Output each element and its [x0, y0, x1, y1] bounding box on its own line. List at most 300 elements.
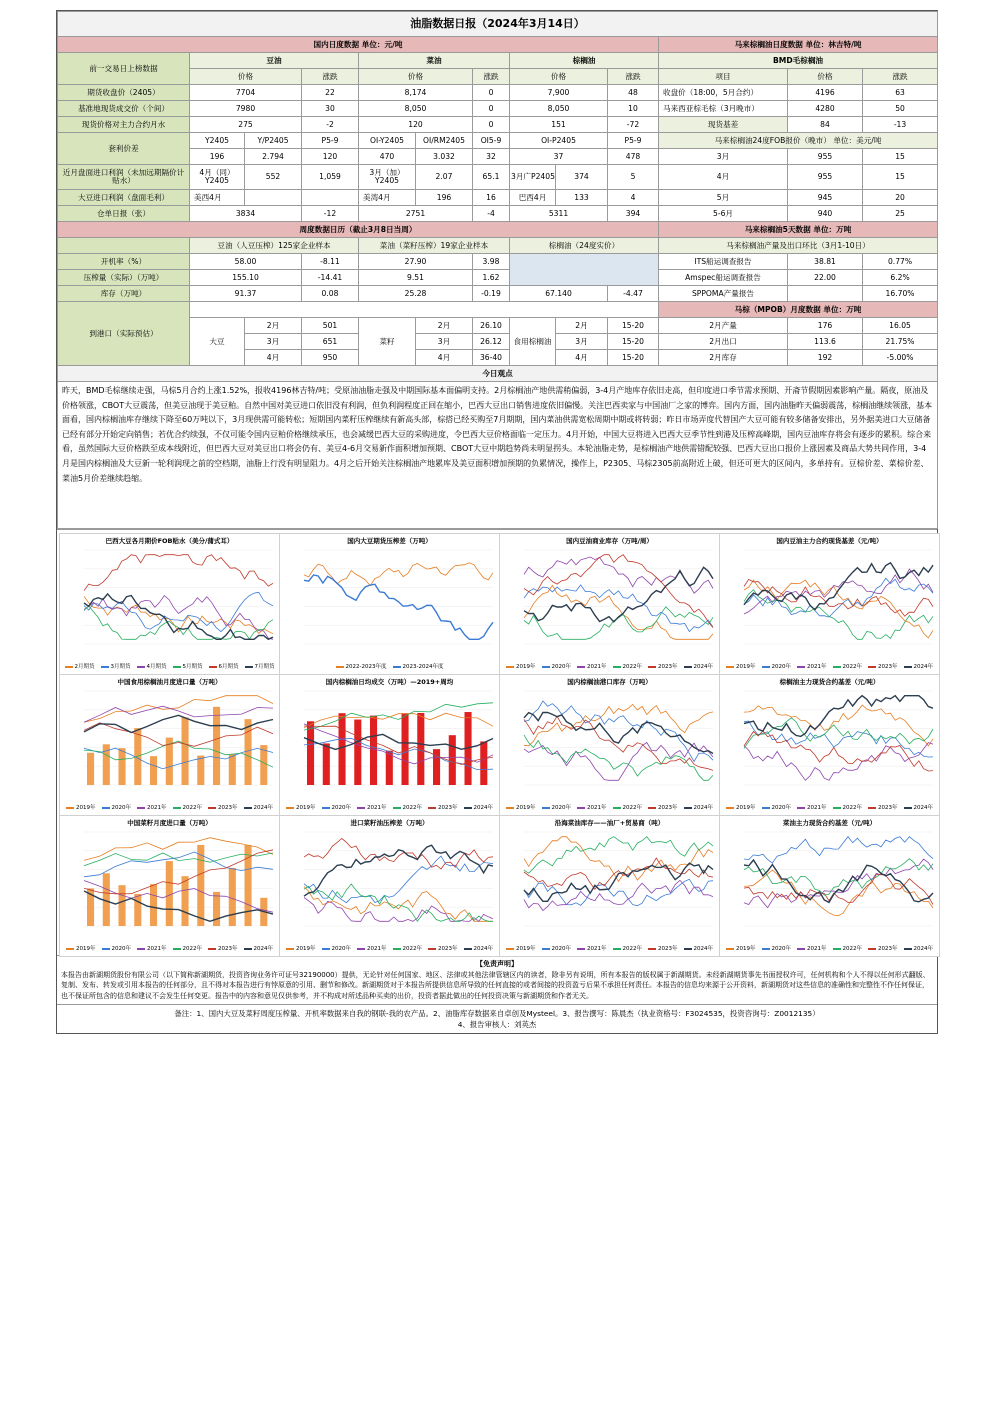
cell: 2.07	[416, 165, 473, 190]
cell: 4	[608, 190, 659, 206]
cell: 1.62	[473, 270, 510, 286]
legend-label: 2019年	[296, 946, 316, 952]
cell: 2.794	[245, 149, 302, 165]
legend-swatch	[833, 666, 841, 668]
legend-swatch	[208, 948, 216, 950]
legend-item	[173, 663, 203, 671]
legend-item	[137, 945, 167, 953]
legend-label: 2024年	[913, 664, 933, 670]
cell: 955	[788, 165, 863, 190]
legend-swatch	[244, 948, 252, 950]
legend-item	[577, 804, 607, 812]
legend-swatch	[648, 666, 656, 668]
row-label: 仓单日报（张）	[58, 206, 190, 222]
chart-legend	[284, 945, 495, 953]
cell: 15-20	[608, 334, 659, 350]
legend-label: 2019年	[516, 664, 536, 670]
cell: 552	[245, 165, 302, 190]
view-title: 今日观点	[58, 366, 938, 382]
chart-bar	[87, 753, 94, 785]
cell: 940	[788, 206, 863, 222]
cell: 470	[359, 149, 416, 165]
legend-swatch	[506, 666, 514, 668]
legend-label: 2019年	[516, 946, 536, 952]
legend-label: 5月期货	[182, 664, 203, 670]
legend-label: 2019年	[736, 664, 756, 670]
legend-label: 2020年	[331, 946, 351, 952]
cell: 2月库存	[659, 350, 788, 366]
legend-label: 2024年	[693, 946, 713, 952]
legend-item	[833, 663, 863, 671]
legend-label: 2022年	[842, 805, 862, 811]
legend-swatch	[613, 948, 621, 950]
cell: 0	[473, 85, 510, 101]
legend-item	[613, 945, 643, 953]
series-line	[744, 731, 933, 771]
cell: 65.1	[473, 165, 510, 190]
legend-item	[102, 945, 132, 953]
chart-plot	[60, 675, 279, 815]
legend-label: 2022年	[182, 805, 202, 811]
legend-swatch	[577, 807, 585, 809]
legend-item	[66, 804, 96, 812]
legend-swatch	[209, 666, 217, 668]
disclaimer-text: 本报告由新湖期货股份有限公司（以下简称新湖期货，投资咨询业务许可证号32190000）提供，无论针对任何国家、地区、法律或其他法律管辖区内的读者，除非另有说明，所有本报告的版权属于新湖期货。未经新湖期货事先书面授权许可，任何机构和个人不得以任何形式翻版、复制、发布、转发或引用本报告的任何部分，且不得对本报告进行有悖原意的引用、删节和修改。新湖期货对于本报告所提供信息所导致的任何直接的或者间接的投资盈亏后果不承担任何责任。本报告的信息均来源于公开资料，新湖期货对这些信息的准确性和完整性不作任何保证，也不保证所包含的信息和建议不会发生任何变更。报告中的内容和意见仅供参考，并不构成对所述品种买卖的出价，投资者据此做出的任何投资决策与新湖期货和作者无关。	[61, 970, 930, 1000]
report-title: 油脂数据日报（2024年3月14日）	[58, 12, 938, 37]
cell: 4月（同）Y2405	[190, 165, 245, 190]
cell: 巴西4月	[510, 190, 556, 206]
legend-label: 2022年	[622, 664, 642, 670]
fob-title: 马来棕榈油24度FOB报价（晚市） 单位：美元/吨	[659, 133, 938, 149]
cell: 155.10	[190, 270, 302, 286]
chart-title: 巴西大豆各月期价FOB贴水（美分/蒲式耳）	[105, 537, 234, 545]
table-row	[58, 117, 938, 133]
cell: 15	[863, 165, 938, 190]
notes	[57, 1004, 937, 1033]
cell: OI-Y2405	[359, 133, 416, 149]
chart-title: 沿海菜油库存——油厂+贸易商（吨）	[554, 819, 665, 827]
arrivals-rape: 菜籽	[359, 318, 416, 366]
legend-swatch	[648, 807, 656, 809]
legend-item	[797, 663, 827, 671]
legend-label: 2023年	[218, 946, 238, 952]
legend-swatch	[684, 807, 692, 809]
cell	[245, 190, 302, 206]
legend-swatch	[464, 807, 472, 809]
soy-price-head: 价格	[190, 69, 302, 85]
legend-item	[868, 804, 898, 812]
table-row	[58, 85, 938, 101]
legend-swatch	[542, 666, 550, 668]
legend-swatch	[208, 807, 216, 809]
weekly-rape-head: 菜油（菜籽压榨）19家企业样本	[359, 238, 510, 254]
cell: 2月	[416, 318, 473, 334]
legend-label: 2021年	[807, 946, 827, 952]
chart-title: 进口菜籽油压榨差（万吨）	[350, 819, 429, 827]
chart-title: 国内豆油主力合约现货基差（元/吨）	[776, 537, 883, 545]
cell: -2	[302, 117, 359, 133]
chart-title: 国内豆油商业库存（万吨/周）	[566, 537, 653, 545]
cell: 15	[863, 149, 938, 165]
legend-item	[244, 945, 274, 953]
cell: 63	[863, 85, 938, 101]
legend-label: 2024年	[473, 946, 493, 952]
cell: 501	[302, 318, 359, 334]
cell: 15-20	[608, 318, 659, 334]
series-line	[524, 585, 713, 639]
cell: 192	[788, 350, 863, 366]
legend-item	[797, 945, 827, 953]
legend-label: 2020年	[551, 664, 571, 670]
chart-bar	[119, 748, 126, 785]
legend-label: 2024年	[693, 805, 713, 811]
legend-swatch	[286, 807, 294, 809]
row-label: 期货收盘价（2405）	[58, 85, 190, 101]
legend-item	[506, 804, 536, 812]
palm-price-head: 价格	[510, 69, 608, 85]
notes-line-2: 4、报告审核人：刘英杰	[457, 1020, 537, 1029]
chart-bar	[307, 721, 314, 785]
legend-item	[726, 945, 756, 953]
legend-label: 2019年	[736, 946, 756, 952]
legend-swatch	[244, 807, 252, 809]
legend-item	[322, 945, 352, 953]
chart-legend	[284, 663, 495, 671]
chart-title: 国内棕榈油港口库存（万吨）	[567, 678, 652, 686]
spread-label: 套利价差	[58, 133, 190, 165]
legend-label: 2020年	[551, 805, 571, 811]
cell: 6.2%	[863, 270, 938, 286]
legend-label: 2021年	[587, 946, 607, 952]
series-line	[744, 860, 933, 902]
legend-label: 2024年	[913, 805, 933, 811]
legend-label: 7月期货	[254, 664, 275, 670]
palm-change-head: 涨跌	[608, 69, 659, 85]
legend-item	[904, 804, 934, 812]
rape-change-head: 涨跌	[473, 69, 510, 85]
chart-legend	[504, 804, 715, 812]
legend-swatch	[762, 807, 770, 809]
cell: 50	[863, 101, 938, 117]
series-line	[304, 563, 493, 586]
table-row	[58, 206, 938, 222]
legend-swatch	[542, 807, 550, 809]
cell: 3月	[416, 334, 473, 350]
legend-label: 2023年	[658, 946, 678, 952]
legend-label: 2021年	[147, 946, 167, 952]
arrivals-soy: 大豆	[190, 318, 245, 366]
legend-item	[577, 663, 607, 671]
cell: 955	[788, 149, 863, 165]
legend-item	[833, 945, 863, 953]
legend-item	[322, 804, 352, 812]
col-palm: 棕榈油	[510, 53, 659, 69]
cell	[58, 238, 190, 254]
chart-panel	[719, 815, 940, 957]
cell: 36-40	[473, 350, 510, 366]
label-prev-day: 前一交易日上榜数据	[58, 53, 190, 85]
chart-bar	[134, 894, 141, 926]
table-row	[58, 190, 938, 206]
legend-swatch	[245, 666, 253, 668]
legend-label: 2022年	[842, 946, 862, 952]
legend-swatch	[904, 807, 912, 809]
cell: 7,900	[510, 85, 608, 101]
cell: 2月产量	[659, 318, 788, 334]
legend-label: 2021年	[367, 805, 387, 811]
legend-item	[542, 663, 572, 671]
chart-panel	[59, 674, 280, 816]
legend-label: 2022年	[622, 946, 642, 952]
legend-label: 2020年	[111, 946, 131, 952]
legend-label: 2021年	[147, 805, 167, 811]
legend-label: 2020年	[771, 805, 791, 811]
cell: 26.10	[473, 318, 510, 334]
cell: Y2405	[190, 133, 245, 149]
legend-swatch	[357, 807, 365, 809]
legend-swatch	[762, 666, 770, 668]
legend-item	[726, 663, 756, 671]
legend-swatch	[66, 948, 74, 950]
cell: 16	[473, 190, 510, 206]
legend-item	[286, 945, 316, 953]
cell: 3月	[245, 334, 302, 350]
series-line	[524, 879, 713, 906]
mpob-title: 马棕（MPOB）月度数据 单位：万吨	[659, 302, 938, 318]
chart-legend	[64, 945, 275, 953]
malay5-title: 马来棕榈油产量及出口环比（3月1-10日）	[659, 238, 938, 254]
section-weekly: 周度数据日历（截止3月8日当周）	[58, 222, 659, 238]
legend-label: 2022年	[842, 664, 862, 670]
bmd-change-head: 涨跌	[863, 69, 938, 85]
legend-swatch	[428, 807, 436, 809]
legend-swatch	[102, 948, 110, 950]
cell: 37	[510, 149, 608, 165]
legend-swatch	[393, 666, 401, 668]
cell: 25.28	[359, 286, 473, 302]
cell: 196	[190, 149, 245, 165]
disclaimer	[57, 955, 937, 1004]
weekly-soy-head: 豆油（人豆压榨）125家企业样本	[190, 238, 359, 254]
table-row	[58, 318, 938, 334]
legend-label: 2024年	[913, 946, 933, 952]
legend-swatch	[357, 948, 365, 950]
cell: 0.77%	[863, 254, 938, 270]
cell: 91.37	[190, 286, 302, 302]
cell: 3月	[659, 149, 788, 165]
arrivals-label: 到港口（实际预估）	[58, 302, 190, 366]
legend-item	[209, 663, 239, 671]
legend-item	[428, 804, 458, 812]
chart-panel	[499, 815, 720, 957]
chart-plot	[720, 816, 939, 956]
chart-bar	[480, 741, 487, 785]
series-line	[744, 837, 933, 863]
legend-item	[762, 804, 792, 812]
legend-swatch	[336, 666, 344, 668]
chart-bar	[150, 756, 157, 785]
cell: 4月	[416, 350, 473, 366]
legend-swatch	[797, 948, 805, 950]
legend-item	[904, 663, 934, 671]
legend-label: 2022年	[622, 805, 642, 811]
cell: 4280	[788, 101, 863, 117]
col-soy: 豆油	[190, 53, 359, 69]
legend-item	[464, 804, 494, 812]
legend-item	[137, 663, 167, 671]
legend-item	[506, 945, 536, 953]
cell: 美西4月	[190, 190, 245, 206]
legend-label: 2023-2024年度	[402, 664, 444, 670]
cell: 2月出口	[659, 334, 788, 350]
legend-item	[613, 663, 643, 671]
row-label: 库存（万吨）	[58, 286, 190, 302]
cell: 2月	[556, 318, 608, 334]
legend-swatch	[833, 948, 841, 950]
chart-bar	[182, 718, 189, 785]
bmd-price-head: 价格	[788, 69, 863, 85]
cell: 8,050	[359, 101, 473, 117]
chart-plot	[720, 675, 939, 815]
legend-swatch	[322, 948, 330, 950]
cell: 113.6	[788, 334, 863, 350]
cell: 651	[302, 334, 359, 350]
chart-legend	[504, 945, 715, 953]
table-row	[58, 133, 938, 149]
legend-swatch	[101, 666, 109, 668]
legend-label: 2021年	[807, 805, 827, 811]
cell: 22.00	[788, 270, 863, 286]
cell: 950	[302, 350, 359, 366]
cell: 478	[608, 149, 659, 165]
legend-item	[868, 945, 898, 953]
cell: 8,050	[510, 101, 608, 117]
chart-legend	[64, 804, 275, 812]
cell: 7980	[190, 101, 302, 117]
legend-label: 2021年	[587, 805, 607, 811]
cell: 3834	[190, 206, 302, 222]
legend-swatch	[726, 948, 734, 950]
legend-label: 2021年	[807, 664, 827, 670]
chart-bar	[197, 845, 204, 926]
legend-swatch	[506, 807, 514, 809]
row-label: 马来西亚棕毛棕（3月晚市）	[659, 101, 788, 117]
legend-item	[244, 804, 274, 812]
chart-bar	[197, 756, 204, 785]
legend-label: 2023年	[878, 805, 898, 811]
legend-item	[762, 945, 792, 953]
row-label: 基准地现货成交价（个间）	[58, 101, 190, 117]
legend-swatch	[762, 948, 770, 950]
table-row	[58, 149, 938, 165]
cell: -4.47	[608, 286, 659, 302]
legend-item	[464, 945, 494, 953]
cell: 3.98	[473, 254, 510, 270]
row-label: 现货价格对主力合约月水	[58, 117, 190, 133]
legend-swatch	[684, 666, 692, 668]
chart-plot	[500, 675, 719, 815]
legend-swatch	[726, 666, 734, 668]
chart-legend	[724, 804, 935, 812]
table-row	[58, 254, 938, 270]
legend-label: 2022年	[182, 946, 202, 952]
legend-item	[357, 945, 387, 953]
chart-legend	[724, 663, 935, 671]
cell: 3月	[556, 334, 608, 350]
cell: 0	[473, 101, 510, 117]
legend-label: 2021年	[367, 946, 387, 952]
cell: 945	[788, 190, 863, 206]
cell: 4月	[659, 165, 788, 190]
series-line	[744, 590, 933, 640]
chart-title: 中国食用棕榈油月度进口量（万吨）	[117, 678, 222, 686]
cell: 4月	[245, 350, 302, 366]
table-row	[58, 101, 938, 117]
legend-label: 2023年	[438, 946, 458, 952]
legend-label: 2019年	[76, 805, 96, 811]
cell: 3.032	[416, 149, 473, 165]
legend-swatch	[65, 666, 73, 668]
legend-item	[393, 804, 423, 812]
cell: -4	[473, 206, 510, 222]
chart-bar	[229, 754, 236, 785]
legend-label: 2024年	[473, 805, 493, 811]
legend-swatch	[137, 948, 145, 950]
chart-bar	[213, 892, 220, 926]
cell: 32	[473, 149, 510, 165]
legend-swatch	[797, 666, 805, 668]
cell: 3月（加）Y2405	[359, 165, 416, 190]
chart-grid	[57, 529, 937, 955]
legend-item	[797, 804, 827, 812]
legend-swatch	[648, 948, 656, 950]
cell: 30	[302, 101, 359, 117]
row-label: SPPOMA产量报告	[659, 286, 788, 302]
legend-item	[336, 663, 387, 671]
legend-item	[101, 663, 131, 671]
view-text: 昨天，BMD毛棕继续走强，马棕5月合约上涨1.52%，报收4196林吉特/吨；受原油油脂走强及中期国际基本面偏明支持。2月棕榈油产地供需稍偏弱，3-4月产地库存依旧走高，但印度进口季节需求预期、开斋节假期因素影响产量。隔夜，原油及价格领涨，CBOT大豆震荡，但美豆油现于美豆粕。自然中国对美豆进口依旧没有利润，但负利润程度正回在缩小，巴西大豆出口销售进度依旧偏慢。关注巴西卖家与中国油厂之家的博弈。国内方面，国内油脂昨天偏弱震荡，棕榈油继续领涨，基本面看，国内棕榈油库存继续下降至60万吨以下，3月现供需可能转松；短期国内菜籽压榨继续有新高头部，棕搭已经买购至7月期期，国内菜油供需宽松周期中期或将转弱；昨日市场弄度代替国产大豆可能有较多储备安排出，另外据美进口大豆储备已经有部分开始定向销售；若优合约续强，不仅可能令国内豆粕价格继续承压，也会减缓巴西大豆的采购进度，令巴西大豆价格面临一定压力。4月开始，中国大豆将进入巴西大豆季节性到港及压榨高峰期，国内豆油库存将会有逐步的累积。综合来看，虽然国际大豆价格跌至成本线附近，但巴西大豆对美豆出口将会仍有、美豆4-6月交易新作面积增加预期、CBOT大豆中期趋势尚未明显拐头。本轮油脂走势，是棕榈油产地供需错配较强、巴西大豆出口报价上涨因素及商品大势共同作用，3-4月是国内棕榈油及大豆新一轮利润现之前的空档期，油脂上行没有明显阻力。4月之后开始关注棕榈油产地累库及美豆面积增加预期的负累情况，操作上，P2305、马棕2305前高附近上破，但还可更大的区间内，多单持有。豆棕价差、菜棕价差、菜油5月价差继续趋缩。	[58, 382, 938, 529]
legend-swatch	[102, 807, 110, 809]
legend-label: 2020年	[551, 946, 571, 952]
cell: 25	[863, 206, 938, 222]
legend-item	[208, 804, 238, 812]
legend-item	[286, 804, 316, 812]
cell: 15-20	[608, 350, 659, 366]
table-row	[58, 270, 938, 286]
series-line	[524, 705, 713, 746]
table-row	[58, 165, 938, 190]
legend-swatch	[137, 666, 145, 668]
chart-plot	[720, 534, 939, 674]
chart-panel	[279, 674, 500, 816]
chart-panel	[279, 815, 500, 957]
row-label: Amspec船运调查报告	[659, 270, 788, 286]
legend-label: 2019年	[736, 805, 756, 811]
legend-item	[577, 945, 607, 953]
cell: 4月	[556, 350, 608, 366]
legend-label: 2020年	[771, 664, 791, 670]
table-row	[58, 286, 938, 302]
chart-legend	[284, 804, 495, 812]
section-malay: 马来棕榈油日度数据 单位：林吉特/吨	[659, 37, 938, 53]
legend-item	[137, 804, 167, 812]
legend-item	[648, 663, 678, 671]
legend-label: 2023年	[878, 946, 898, 952]
cell: -14.41	[302, 270, 359, 286]
legend-label: 2019年	[76, 946, 96, 952]
row-label: ITS船运调查报告	[659, 254, 788, 270]
legend-swatch	[904, 666, 912, 668]
